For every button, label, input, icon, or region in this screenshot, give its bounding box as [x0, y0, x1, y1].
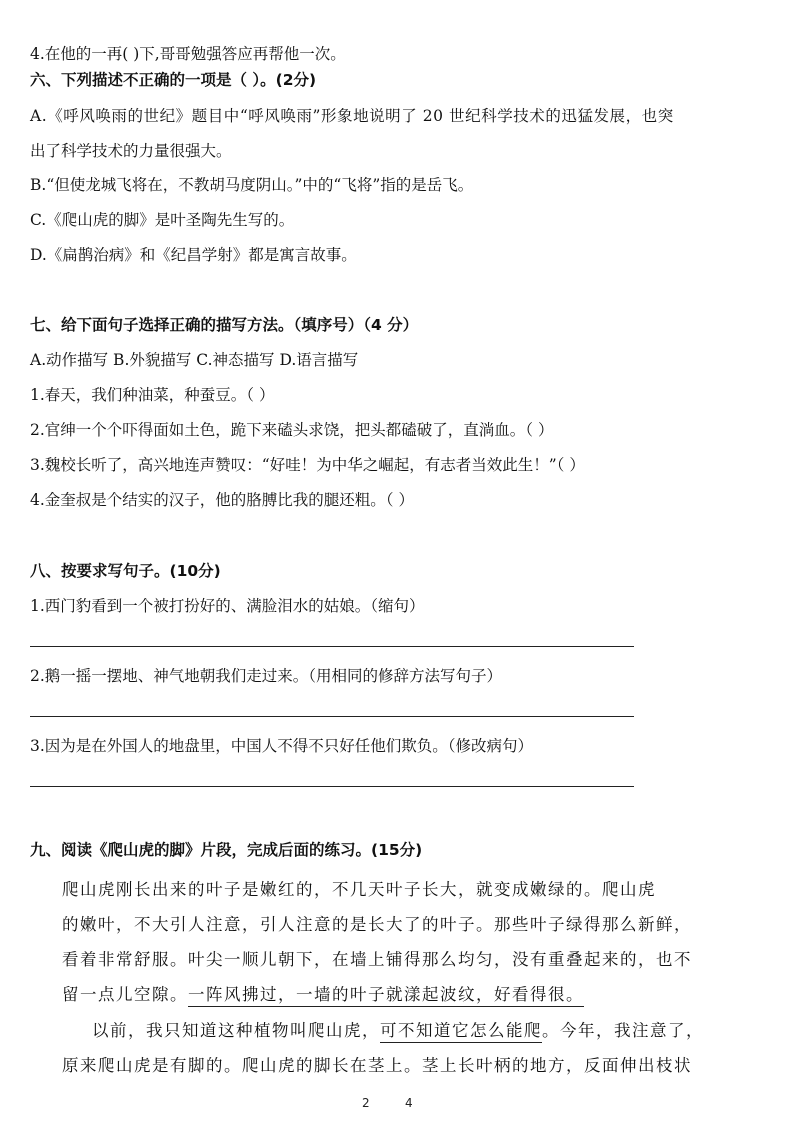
passage-line-1: 爬山虎刚长出来的叶子是嫩红的，不几天叶子长大，就变成嫩绿的。爬山虎: [62, 880, 656, 899]
answer-line-2[interactable]: [30, 716, 634, 717]
section-8-item-3: 3.因为是在外国人的地盘里，中国人不得不只好任他们欺负。（修改病句）: [30, 737, 534, 755]
section-6-option-c: C.《爬山虎的脚》是叶圣陶先生写的。: [30, 211, 295, 229]
underlined-sentence-2: 可不知道它怎么能爬: [380, 1021, 542, 1043]
section-6-option-a-line-1: A.《呼风唤雨的世纪》题目中“呼风唤雨”形象地说明了 20 世纪科学技术的迅猛发展，也突: [30, 107, 674, 125]
passage-line-6: 原来爬山虎是有脚的。爬山虎的脚长在茎上。茎上长叶柄的地方，反面伸出枝状: [62, 1056, 692, 1075]
section-9-title: 九、阅读《爬山虎的脚》片段，完成后面的练习。(15分): [30, 841, 423, 859]
answer-line-3[interactable]: [30, 786, 634, 787]
section-6-option-a-line-2: 出了科学技术的力量很强大。: [30, 142, 232, 160]
section-6-option-b: B.“但使龙城飞将在，不教胡马度阴山。”中的“飞将”指的是岳飞。: [30, 176, 474, 194]
section-6-title: 六、下列描述不正确的一项是（ ）。(2分): [30, 71, 317, 89]
passage-line-2: 的嫩叶，不大引人注意，引人注意的是长大了的叶子。那些叶子绿得那么新鲜，: [62, 915, 692, 934]
section-7-title: 七、给下面句子选择正确的描写方法。（填序号）（4 分）: [30, 316, 419, 334]
section-7-item-2: 2.官绅一个个吓得面如土色，跪下来磕头求饶，把头都磕破了，直淌血。（ ）: [30, 421, 554, 439]
section-8-title: 八、按要求写句子。(10分): [30, 562, 221, 580]
answer-line-1[interactable]: [30, 646, 634, 647]
section-7-options: A.动作描写 B.外貌描写 C.神态描写 D.语言描写: [30, 351, 359, 369]
passage-line-3: 看着非常舒服。叶尖一顺儿朝下，在墙上铺得那么均匀，没有重叠起来的，也不: [62, 950, 692, 969]
section-7-item-1: 1.春天，我们种油菜，种蚕豆。（ ）: [30, 386, 275, 404]
passage-line-5: [92, 1021, 704, 1041]
passage-line-4: [62, 985, 584, 1005]
passage-line-4-text: 留一点儿空隙。: [62, 985, 188, 1004]
section-8-item-2: 2.鹅一摇一摆地、神气地朝我们走过来。（用相同的修辞方法写句子）: [30, 667, 503, 685]
passage-line-5-text-a: 以前，我只知道这种植物叫爬山虎，: [92, 1021, 380, 1040]
page-number-current: 2: [362, 1096, 370, 1110]
page-number-total: 4: [405, 1096, 413, 1110]
section-7-item-3: 3.魏校长听了，高兴地连声赞叹：“好哇！为中华之崛起，有志者当效此生！”（ ）: [30, 456, 585, 474]
underlined-sentence-1: 一阵风拂过，一墙的叶子就漾起波纹，好看得很。: [188, 985, 584, 1007]
q5-item-4: 4.在他的一再( )下,哥哥勉强答应再帮他一次。: [30, 45, 346, 63]
section-8-item-1: 1.西门豹看到一个被打扮好的、满脸泪水的姑娘。（缩句）: [30, 597, 425, 615]
passage-line-5-text-c: 。今年，我注意了，: [542, 1021, 704, 1040]
section-7-item-4: 4.金奎叔是个结实的汉子，他的胳膊比我的腿还粗。（ ）: [30, 491, 414, 509]
section-6-option-d: D.《扁鹊治病》和《纪昌学射》都是寓言故事。: [30, 246, 357, 264]
